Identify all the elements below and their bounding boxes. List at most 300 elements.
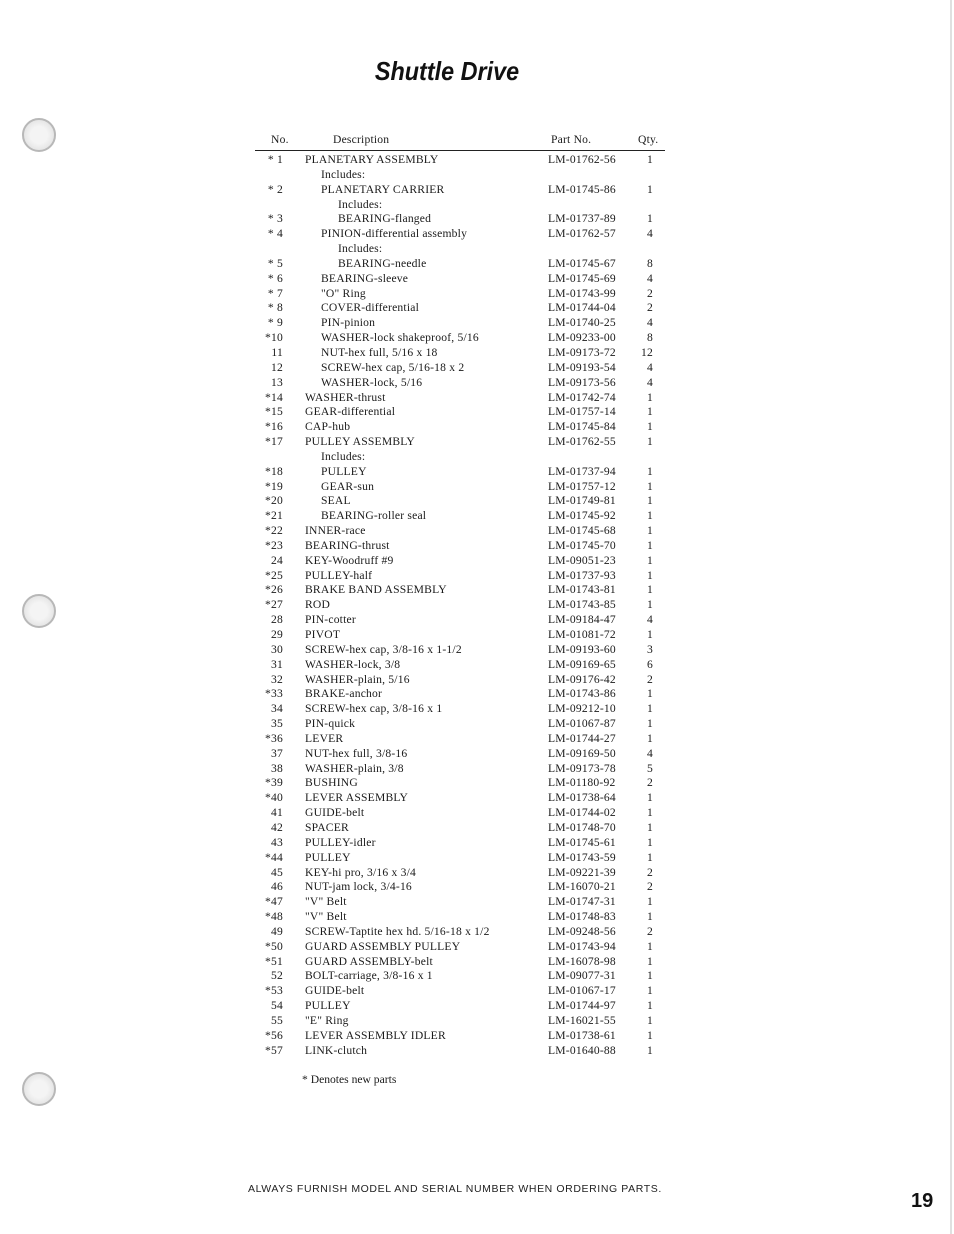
item-description: WASHER-lock, 5/16 xyxy=(321,375,423,389)
quantity: 4 xyxy=(647,227,653,241)
item-description: GUARD ASSEMBLY-belt xyxy=(305,954,433,968)
quantity: 2 xyxy=(647,286,653,300)
item-number: * 7 xyxy=(267,286,283,300)
item-number: 52 xyxy=(271,969,283,983)
item-description: BRAKE BAND ASSEMBLY xyxy=(305,583,447,597)
header-qty: Qty. xyxy=(638,133,659,146)
item-number: *16 xyxy=(265,420,283,434)
table-row xyxy=(255,153,665,168)
part-number: LM-09169-50 xyxy=(548,746,616,760)
quantity: 1 xyxy=(647,182,653,196)
quantity: 1 xyxy=(647,806,653,820)
table-row xyxy=(255,955,665,970)
item-description: KEY-hi pro, 3/16 x 3/4 xyxy=(305,865,416,879)
quantity: 1 xyxy=(647,568,653,582)
table-row xyxy=(255,836,665,851)
part-number: LM-01745-86 xyxy=(548,182,616,196)
part-number: LM-01757-12 xyxy=(548,479,616,493)
item-description: WASHER-plain, 5/16 xyxy=(305,672,410,686)
part-number: LM-01748-83 xyxy=(548,910,616,924)
item-number: * 8 xyxy=(267,301,283,315)
header-part-no: Part No. xyxy=(551,133,592,146)
table-row xyxy=(255,212,665,227)
table-row xyxy=(255,242,665,257)
item-description: WASHER-lock, 3/8 xyxy=(305,657,401,671)
item-number: 54 xyxy=(271,999,283,1013)
item-description: PULLEY xyxy=(305,999,351,1013)
item-number: *17 xyxy=(265,435,283,449)
item-description: LEVER xyxy=(305,731,344,745)
item-description: GEAR-sun xyxy=(321,479,375,493)
table-row xyxy=(255,732,665,747)
part-number: LM-01745-84 xyxy=(548,420,616,434)
table-row xyxy=(255,331,665,346)
quantity: 1 xyxy=(647,1013,653,1027)
quantity: 1 xyxy=(647,464,653,478)
item-number: 34 xyxy=(271,702,283,716)
ordering-note: ALWAYS FURNISH MODEL AND SERIAL NUMBER WHEN ORDERING PARTS. xyxy=(248,1183,662,1195)
item-number: *21 xyxy=(265,509,283,523)
item-number: *39 xyxy=(265,776,283,790)
part-number: LM-09077-31 xyxy=(548,969,616,983)
item-number: 55 xyxy=(271,1013,283,1027)
item-description: PLANETARY ASSEMBLY xyxy=(305,153,439,166)
item-description: LINK-clutch xyxy=(305,1043,368,1057)
quantity: 2 xyxy=(647,865,653,879)
table-row xyxy=(255,524,665,539)
quantity: 12 xyxy=(641,345,653,359)
table-row xyxy=(255,598,665,613)
table-row xyxy=(255,717,665,732)
quantity: 2 xyxy=(647,672,653,686)
table-row xyxy=(255,747,665,762)
footnote: * Denotes new parts xyxy=(302,1073,397,1086)
table-row xyxy=(255,940,665,955)
table-row xyxy=(255,762,665,777)
binder-hole-bottom xyxy=(22,1072,56,1106)
item-description: WASHER-plain, 3/8 xyxy=(305,761,404,775)
item-number: 13 xyxy=(271,375,283,389)
quantity: 2 xyxy=(647,776,653,790)
item-description: PULLEY-half xyxy=(305,568,373,582)
part-number: LM-01743-85 xyxy=(548,598,616,612)
item-description: GEAR-differential xyxy=(305,405,396,419)
quantity: 1 xyxy=(647,553,653,567)
item-number: 49 xyxy=(271,924,283,938)
item-description: GUIDE-belt xyxy=(305,984,365,998)
item-description: BEARING-needle xyxy=(338,256,427,270)
item-description: Includes: xyxy=(321,167,366,181)
item-number: *53 xyxy=(265,984,283,998)
item-number: *18 xyxy=(265,464,283,478)
part-number: LM-01762-55 xyxy=(548,435,616,449)
quantity: 4 xyxy=(647,746,653,760)
quantity: 4 xyxy=(647,316,653,330)
item-description: PULLEY ASSEMBLY xyxy=(305,435,415,449)
item-number: 35 xyxy=(271,717,283,731)
table-row xyxy=(255,391,665,406)
quantity: 1 xyxy=(647,939,653,953)
quantity: 1 xyxy=(647,494,653,508)
item-number: *15 xyxy=(265,405,283,419)
part-number: LM-01737-89 xyxy=(548,212,616,226)
table-row xyxy=(255,910,665,925)
item-number: *10 xyxy=(265,331,283,345)
table-row xyxy=(255,969,665,984)
table-row xyxy=(255,257,665,272)
item-description: Includes: xyxy=(338,197,383,211)
part-number: LM-01640-88 xyxy=(548,1043,616,1057)
part-number: LM-01744-02 xyxy=(548,806,616,820)
part-number: LM-01744-04 xyxy=(548,301,616,315)
table-row xyxy=(255,316,665,331)
item-description: PULLEY xyxy=(305,850,351,864)
part-number: LM-01745-67 xyxy=(548,256,616,270)
quantity: 1 xyxy=(647,524,653,538)
item-description: PULLEY xyxy=(321,464,367,478)
table-row xyxy=(255,480,665,495)
part-number: LM-01067-17 xyxy=(548,984,616,998)
item-description: INNER-race xyxy=(305,524,366,538)
item-number: * 5 xyxy=(267,256,283,270)
table-row xyxy=(255,405,665,420)
table-row xyxy=(255,272,665,287)
table-row xyxy=(255,628,665,643)
table-row xyxy=(255,227,665,242)
table-row xyxy=(255,198,665,213)
quantity: 3 xyxy=(647,642,653,656)
quantity: 1 xyxy=(647,850,653,864)
table-row xyxy=(255,450,665,465)
part-number: LM-01745-92 xyxy=(548,509,616,523)
item-number: 12 xyxy=(271,360,283,374)
item-description: SCREW-hex cap, 5/16-18 x 2 xyxy=(321,360,465,374)
part-number: LM-01745-70 xyxy=(548,538,616,552)
quantity: 1 xyxy=(647,598,653,612)
quantity: 1 xyxy=(647,731,653,745)
quantity: 1 xyxy=(647,717,653,731)
part-number: LM-09193-54 xyxy=(548,360,616,374)
part-number: LM-01762-57 xyxy=(548,227,616,241)
item-number: *20 xyxy=(265,494,283,508)
table-row xyxy=(255,168,665,183)
item-number: *40 xyxy=(265,791,283,805)
item-number: *44 xyxy=(265,850,283,864)
table-row xyxy=(255,465,665,480)
quantity: 5 xyxy=(647,761,653,775)
part-number: LM-01749-81 xyxy=(548,494,616,508)
part-number: LM-09173-72 xyxy=(548,345,616,359)
item-description: GUIDE-belt xyxy=(305,806,365,820)
item-number: 37 xyxy=(271,746,283,760)
table-row xyxy=(255,702,665,717)
item-number: 31 xyxy=(271,657,283,671)
table-row xyxy=(255,658,665,673)
part-number: LM-01743-99 xyxy=(548,286,616,300)
table-row xyxy=(255,687,665,702)
part-number: LM-01180-92 xyxy=(548,776,616,790)
quantity: 6 xyxy=(647,657,653,671)
item-description: SEAL xyxy=(321,494,351,508)
part-number: LM-01737-93 xyxy=(548,568,616,582)
part-number: LM-01762-56 xyxy=(548,153,616,166)
item-description: BOLT-carriage, 3/8-16 x 1 xyxy=(305,969,433,983)
item-number: *57 xyxy=(265,1043,283,1057)
quantity: 4 xyxy=(647,360,653,374)
part-number: LM-01737-94 xyxy=(548,464,616,478)
table-row xyxy=(255,287,665,302)
item-number: 38 xyxy=(271,761,283,775)
quantity: 1 xyxy=(647,1043,653,1057)
quantity: 1 xyxy=(647,969,653,983)
quantity: 8 xyxy=(647,331,653,345)
table-row xyxy=(255,999,665,1014)
part-number: LM-16070-21 xyxy=(548,880,616,894)
parts-table xyxy=(255,132,665,1058)
item-number: * 2 xyxy=(267,182,283,196)
part-number: LM-01745-68 xyxy=(548,524,616,538)
part-number: LM-09173-56 xyxy=(548,375,616,389)
quantity: 1 xyxy=(647,212,653,226)
quantity: 1 xyxy=(647,390,653,404)
part-number: LM-09212-10 xyxy=(548,702,616,716)
item-number: 45 xyxy=(271,865,283,879)
quantity: 2 xyxy=(647,924,653,938)
part-number: LM-01067-87 xyxy=(548,717,616,731)
quantity: 1 xyxy=(647,910,653,924)
part-number: LM-01748-70 xyxy=(548,820,616,834)
table-row xyxy=(255,494,665,509)
item-description: PLANETARY CARRIER xyxy=(321,182,445,196)
part-number: LM-09233-00 xyxy=(548,331,616,345)
item-description: WASHER-thrust xyxy=(305,390,386,404)
item-number: *33 xyxy=(265,687,283,701)
part-number: LM-01738-64 xyxy=(548,791,616,805)
item-description: LEVER ASSEMBLY IDLER xyxy=(305,1028,446,1042)
item-number: *47 xyxy=(265,895,283,909)
table-row xyxy=(255,821,665,836)
item-number: *56 xyxy=(265,1028,283,1042)
part-number: LM-01747-31 xyxy=(548,895,616,909)
part-number: LM-16078-98 xyxy=(548,954,616,968)
quantity: 1 xyxy=(647,538,653,552)
item-number: *48 xyxy=(265,910,283,924)
table-row xyxy=(255,1029,665,1044)
table-row xyxy=(255,613,665,628)
item-description: Includes: xyxy=(321,449,366,463)
item-description: SCREW-hex cap, 3/8-16 x 1 xyxy=(305,702,443,716)
quantity: 4 xyxy=(647,271,653,285)
binder-hole-middle xyxy=(22,594,56,628)
item-description: CAP-hub xyxy=(305,420,351,434)
item-description: Includes: xyxy=(338,242,383,256)
table-row xyxy=(255,1014,665,1029)
item-description: GUARD ASSEMBLY PULLEY xyxy=(305,939,461,953)
table-row xyxy=(255,866,665,881)
quantity: 1 xyxy=(647,702,653,716)
item-description: COVER-differential xyxy=(321,301,420,315)
item-description: WASHER-lock shakeproof, 5/16 xyxy=(321,331,479,345)
item-description: SCREW-Taptite hex hd. 5/16-18 x 1/2 xyxy=(305,924,490,938)
part-number: LM-09169-65 xyxy=(548,657,616,671)
table-row xyxy=(255,183,665,198)
table-row xyxy=(255,776,665,791)
part-number: LM-09221-39 xyxy=(548,865,616,879)
item-number: *14 xyxy=(265,390,283,404)
item-description: KEY-Woodruff #9 xyxy=(305,553,394,567)
part-number: LM-01742-74 xyxy=(548,390,616,404)
quantity: 1 xyxy=(647,583,653,597)
quantity: 4 xyxy=(647,613,653,627)
item-description: NUT-hex full, 5/16 x 18 xyxy=(321,345,438,359)
part-number: LM-09193-60 xyxy=(548,642,616,656)
table-row xyxy=(255,554,665,569)
item-number: * 6 xyxy=(267,271,283,285)
item-description: BEARING-sleeve xyxy=(321,271,409,285)
quantity: 1 xyxy=(647,835,653,849)
table-row xyxy=(255,420,665,435)
item-description: SPACER xyxy=(305,820,349,834)
page-title: Shuttle Drive xyxy=(374,56,520,86)
quantity: 1 xyxy=(647,628,653,641)
table-row xyxy=(255,361,665,376)
item-number: *22 xyxy=(265,524,283,538)
part-number: LM-01743-81 xyxy=(548,583,616,597)
part-number: LM-09184-47 xyxy=(548,613,616,627)
table-row xyxy=(255,509,665,524)
quantity: 8 xyxy=(647,256,653,270)
quantity: 1 xyxy=(647,895,653,909)
item-number: *25 xyxy=(265,568,283,582)
table-row xyxy=(255,880,665,895)
item-number: *50 xyxy=(265,939,283,953)
table-row xyxy=(255,301,665,316)
item-number: 32 xyxy=(271,672,283,686)
item-description: PULLEY-idler xyxy=(305,835,376,849)
part-number: LM-01740-25 xyxy=(548,316,616,330)
table-row xyxy=(255,435,665,450)
item-number: 28 xyxy=(271,613,283,627)
item-description: "V" Belt xyxy=(305,910,347,924)
item-number: 42 xyxy=(271,820,283,834)
item-number: 46 xyxy=(271,880,283,894)
binder-hole-top xyxy=(22,118,56,152)
item-description: BEARING-thrust xyxy=(305,538,390,552)
table-row xyxy=(255,925,665,940)
quantity: 1 xyxy=(647,405,653,419)
quantity: 1 xyxy=(647,479,653,493)
quantity: 1 xyxy=(647,999,653,1013)
quantity: 2 xyxy=(647,301,653,315)
quantity: 1 xyxy=(647,791,653,805)
item-number: 41 xyxy=(271,806,283,820)
quantity: 4 xyxy=(647,375,653,389)
quantity: 1 xyxy=(647,435,653,449)
item-number: * 9 xyxy=(267,316,283,330)
quantity: 1 xyxy=(647,687,653,701)
page-number: 19 xyxy=(911,1190,934,1212)
part-number: LM-01743-86 xyxy=(548,687,616,701)
table-row xyxy=(255,643,665,658)
item-description: "E" Ring xyxy=(305,1013,349,1027)
item-description: PIVOT xyxy=(305,628,341,641)
header-description: Description xyxy=(333,133,390,146)
table-row xyxy=(255,346,665,361)
part-number: LM-09176-42 xyxy=(548,672,616,686)
item-number: *27 xyxy=(265,598,283,612)
table-row xyxy=(255,583,665,598)
part-number: LM-01744-27 xyxy=(548,731,616,745)
quantity: 1 xyxy=(647,954,653,968)
table-row xyxy=(255,791,665,806)
part-number: LM-01745-61 xyxy=(548,835,616,849)
part-number: LM-01738-61 xyxy=(548,1028,616,1042)
table-row xyxy=(255,806,665,821)
part-number: LM-01081-72 xyxy=(548,628,616,641)
item-description: "O" Ring xyxy=(321,286,366,300)
quantity: 1 xyxy=(647,153,653,166)
table-row xyxy=(255,895,665,910)
item-number: 43 xyxy=(271,835,283,849)
part-number: LM-01745-69 xyxy=(548,271,616,285)
part-number: LM-01744-97 xyxy=(548,999,616,1013)
item-description: BRAKE-anchor xyxy=(305,687,383,701)
table-row xyxy=(255,1044,665,1059)
item-number: * 4 xyxy=(267,227,283,241)
table-row xyxy=(255,376,665,391)
quantity: 1 xyxy=(647,984,653,998)
item-description: BEARING-flanged xyxy=(338,212,432,226)
item-number: * 1 xyxy=(267,153,283,166)
part-number: LM-01757-14 xyxy=(548,405,616,419)
item-description: NUT-jam lock, 3/4-16 xyxy=(305,880,412,894)
part-number: LM-01743-59 xyxy=(548,850,616,864)
item-description: BEARING-roller seal xyxy=(321,509,427,523)
quantity: 1 xyxy=(647,820,653,834)
part-number: LM-09173-78 xyxy=(548,761,616,775)
item-number: 30 xyxy=(271,642,283,656)
item-description: PIN-cotter xyxy=(305,613,356,627)
item-number: *36 xyxy=(265,731,283,745)
item-number: *26 xyxy=(265,583,283,597)
item-description: PIN-quick xyxy=(305,717,356,731)
part-number: LM-01743-94 xyxy=(548,939,616,953)
quantity: 1 xyxy=(647,1028,653,1042)
item-description: ROD xyxy=(305,598,331,612)
item-description: LEVER ASSEMBLY xyxy=(305,791,409,805)
item-number: *19 xyxy=(265,479,283,493)
table-row xyxy=(255,569,665,584)
item-description: PINION-differential assembly xyxy=(321,227,468,241)
item-number: 29 xyxy=(271,628,283,641)
item-description: SCREW-hex cap, 3/8-16 x 1-1/2 xyxy=(305,642,462,656)
item-description: PIN-pinion xyxy=(321,316,376,330)
header-no: No. xyxy=(271,133,289,146)
item-number: *23 xyxy=(265,538,283,552)
item-description: NUT-hex full, 3/8-16 xyxy=(305,746,408,760)
part-number: LM-16021-55 xyxy=(548,1013,616,1027)
quantity: 2 xyxy=(647,880,653,894)
table-body xyxy=(255,153,665,1058)
table-row xyxy=(255,673,665,688)
page-edge-shadow xyxy=(950,0,952,1234)
table-header xyxy=(255,132,665,151)
item-number: * 3 xyxy=(267,212,283,226)
quantity: 1 xyxy=(647,509,653,523)
part-number: LM-09051-23 xyxy=(548,553,616,567)
item-number: 24 xyxy=(271,553,283,567)
table-row xyxy=(255,539,665,554)
